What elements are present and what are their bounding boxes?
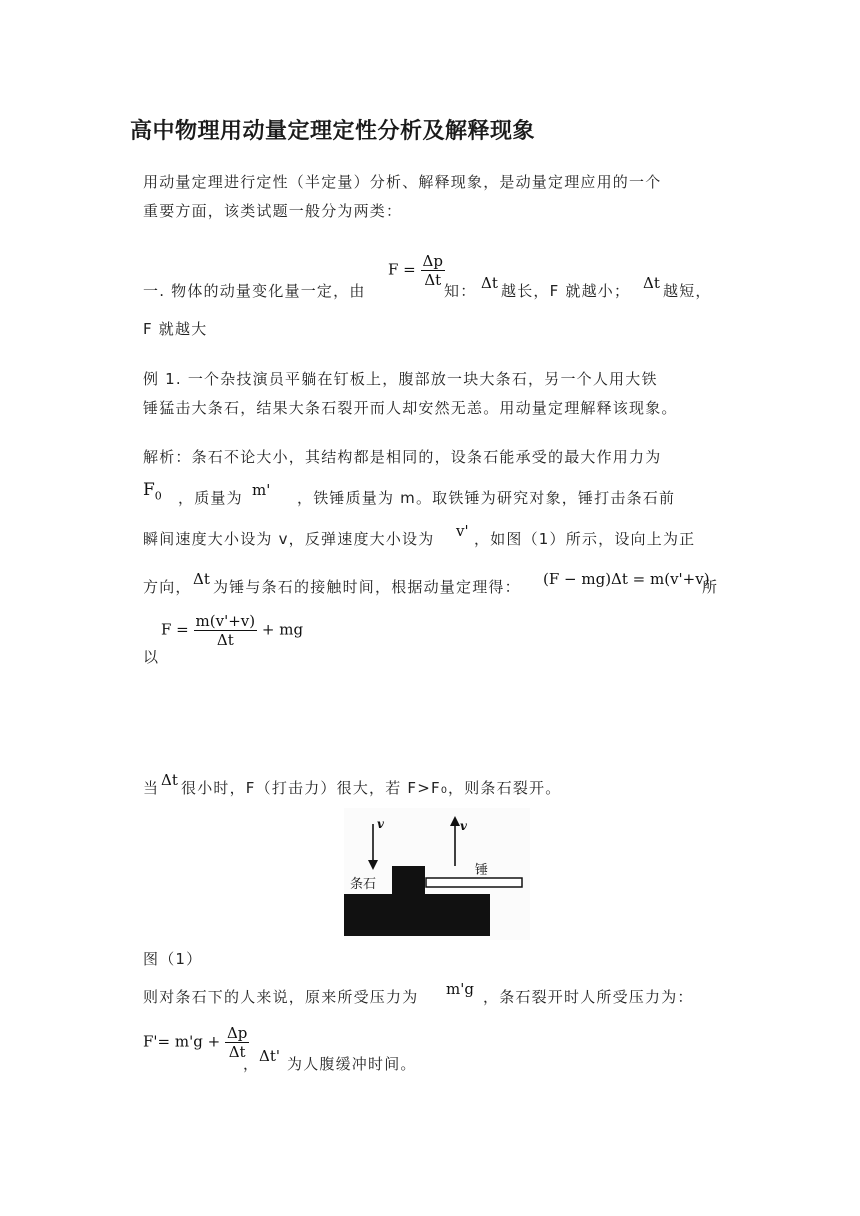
- part1-know: 知：: [444, 282, 477, 300]
- part1-dt-1: Δt: [481, 274, 498, 292]
- eq2-rhs: + mg: [261, 620, 304, 639]
- analysis-yi: 以: [143, 648, 160, 666]
- symbol-v-prime: v': [456, 522, 469, 540]
- analysis-line-1: 解析：条石不论大小，其结构都是相同的，设条石能承受的最大作用力为: [143, 448, 662, 466]
- final-line-1a: 则对条石下的人来说，原来所受压力为: [143, 988, 419, 1006]
- figure-hammer-stone: [344, 808, 530, 940]
- symbol-f0-subscript: 0: [154, 489, 162, 503]
- eq2-lhs: F =: [161, 620, 189, 639]
- formula-f-dp-dt: [388, 252, 445, 289]
- final-eq-lhs: F'= m'g +: [143, 1032, 221, 1051]
- force-equation: [161, 612, 303, 649]
- analysis-line-3b: ，如图（1）所示，设向上为正: [474, 530, 696, 548]
- label-stone: 条石: [350, 877, 377, 892]
- part1-seg-2: 越短，: [663, 282, 712, 300]
- final-eq-denominator: Δt: [228, 1043, 246, 1061]
- final-comma: ，: [243, 1055, 260, 1073]
- part1-seg-1: 越长，F 就越小；: [501, 282, 631, 300]
- figure-drawing: [344, 808, 530, 940]
- conclusion-dt: Δt: [161, 771, 178, 789]
- analysis-suo: 所: [702, 578, 719, 596]
- example-line-2: 锤猛击大条石，结果大条石裂开而人却安然无恙。用动量定理解释该现象。: [143, 399, 678, 417]
- final-line-1b: ，条石裂开时人所受压力为：: [483, 988, 694, 1006]
- eq2-denominator: Δt: [216, 631, 234, 649]
- symbol-f: F: [143, 480, 155, 500]
- label-v-up: v: [460, 819, 467, 833]
- formula-numerator: Δp: [422, 252, 443, 270]
- symbol-m-prime-g: m'g: [446, 980, 474, 998]
- stone-block: [392, 866, 425, 894]
- label-v-down: v: [377, 817, 384, 831]
- page-title: 高中物理用动量定理定性分析及解释现象: [130, 119, 536, 144]
- formula-denominator: Δt: [424, 271, 442, 289]
- formula-fraction: [421, 252, 445, 289]
- final-equation: [143, 1024, 249, 1061]
- formula-lhs: F =: [388, 260, 416, 279]
- analysis-line-4b: 为锤与条石的接触时间，根据动量定理得：: [213, 578, 521, 596]
- figure-caption: 图（1）: [143, 950, 203, 968]
- intro-line-2: 重要方面，该类试题一般分为两类：: [143, 202, 403, 220]
- down-arrow-head: [368, 860, 378, 870]
- part1-line-2: F 就越大: [143, 320, 208, 338]
- up-arrow-head: [450, 816, 460, 826]
- symbol-dt-prime: Δt': [259, 1047, 280, 1065]
- label-hammer: 锤: [475, 863, 489, 878]
- part1-dt-2: Δt: [643, 274, 660, 292]
- final-tail: 为人腹缓冲时间。: [287, 1055, 417, 1073]
- symbol-dt: Δt: [193, 570, 210, 588]
- part1-prefix: 一. 物体的动量变化量一定，由: [143, 282, 366, 300]
- intro-line-1: 用动量定理进行定性（半定量）分析、解释现象，是动量定理应用的一个: [143, 173, 662, 191]
- symbol-m-prime: m': [252, 481, 271, 499]
- analysis-line-4a: 方向，: [143, 578, 192, 596]
- conclusion-text: 很小时，F（打击力）很大，若 F>F₀，则条石裂开。: [181, 779, 562, 797]
- analysis-iron-text: ，铁锤质量为 m。取铁锤为研究对象，锤打击条石前: [297, 489, 676, 507]
- eq2-numerator: m(v'+v): [195, 612, 256, 630]
- momentum-equation: (F − mg)Δt = m(v'+v): [543, 570, 710, 588]
- hammer-handle: [426, 878, 522, 887]
- analysis-mass-text: ，质量为: [178, 489, 243, 507]
- example-line-1: 例 1. 一个杂技演员平躺在钉板上，腹部放一块大条石，另一个人用大铁: [143, 370, 658, 388]
- symbol-f0: [143, 480, 162, 502]
- analysis-line-3a: 瞬间速度大小设为 v，反弹速度大小设为: [143, 530, 435, 548]
- conclusion-prefix: 当: [143, 779, 160, 797]
- nail-board-base: [344, 894, 490, 936]
- final-eq-numerator: Δp: [226, 1024, 248, 1042]
- eq2-fraction: [194, 612, 258, 649]
